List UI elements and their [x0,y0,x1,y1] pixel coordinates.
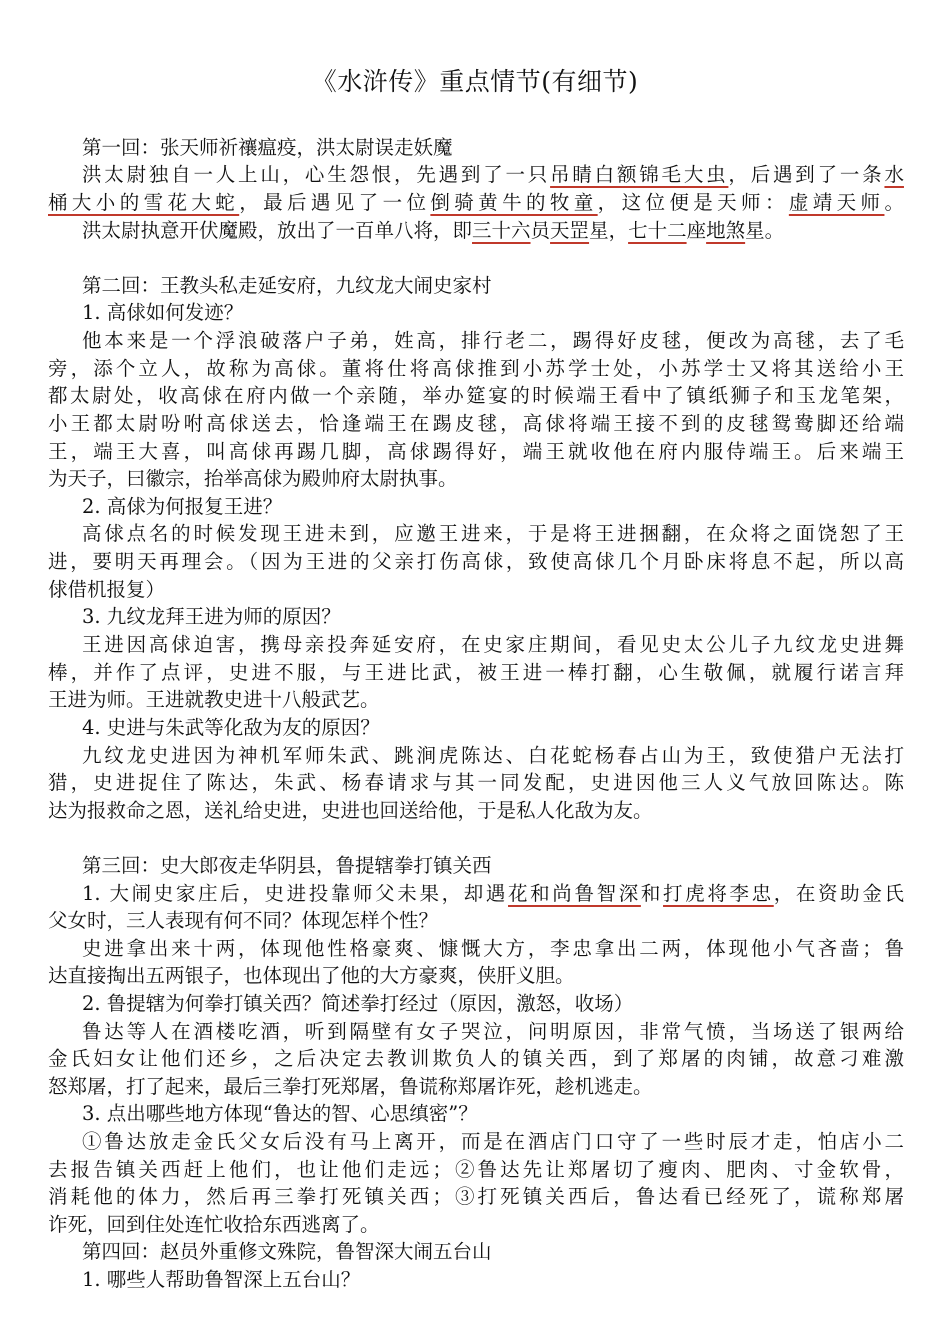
chapter-2-answer-2-line: 俅借机报复） [48,578,166,601]
chapter-3-question-1: 1. 大闹史家庄后，史进投靠师父未果，却遇花和尚鲁智深和打虎将李忠，在资助金氏 [82,882,904,905]
chapter-1-line-1: 洪太尉独自一人上山，心生怨恨，先遇到了一只吊睛白额锦毛大虫，后遇到了一条水 [82,163,904,186]
chapter-3-heading: 第三回：史大郎夜走华阴县，鲁提辖拳打镇关西 [82,854,492,877]
chapter-1-line-2: 桶大小的雪花大蛇，最后遇见了一位倒骑黄牛的牧童，这位便是天师：虚靖天师。 [48,191,904,214]
chapter-1-line-3: 洪太尉执意开伏魔殿，放出了一百单八将，即三十六员天罡星，七十二座地煞星。 [82,219,785,242]
chapter-2-answer-2-line: 高俅点名的时候发现王进未到，应邀王进来，于是将王进捆翻，在众将之面饶恕了王 [82,522,904,545]
chapter-3-answer-2-line: 鲁达等人在酒楼吃酒，听到隔壁有女子哭泣，问明原因，非常气愤，当场送了银两给 [82,1020,904,1043]
chapter-3-question-2: 2. 鲁提辖为何拳打镇关西？简述拳打经过（原因，激怒，收场） [82,992,634,1015]
chapter-2-answer-1-line: 他本来是一个浮浪破落户子弟，姓高，排行老二，踢得好皮毬，便改为高毬，去了毛 [82,329,904,352]
chapter-2-answer-1-line: 都太尉处，收高俅在府内做一个亲随，举办筵宴的时候端王看中了镇纸狮子和玉龙笔架， [48,384,904,407]
chapter-3-answer-3-line: ①鲁达放走金氏父女后没有马上离开，而是在酒店门口守了一些时辰才走，怕店小二 [82,1130,904,1153]
chapter-3-question-1-cont: 父女时，三人表现有何不同？体现怎样个性？ [48,909,439,932]
chapter-2-question-2: 2. 高俅为何报复王进？ [82,495,283,518]
highlight-snake-start: 水 [884,163,904,186]
chapter-2-answer-3-line: 棒，并作了点评，史进不服，与王进比武，被王进一棒打翻，心生敬佩，就履行诺言拜 [48,661,904,684]
chapter-2-question-1: 1. 高俅如何发迹？ [82,301,244,324]
chapter-2-answer-4-line: 猎，史进捉住了陈达，朱武、杨春请求与其一同发配，史进因他三人义气放回陈达。陈 [48,771,904,794]
chapter-3-question-3: 3. 点出哪些地方体现“鲁达的智、心思缜密”？ [82,1102,478,1125]
chapter-3-answer-1-line: 达直接掏出五两银子，也体现出了他的大方豪爽，侠肝义胆。 [48,964,575,987]
chapter-2-answer-1-line: 为天子，曰徽宗，抬举高俅为殿帅府太尉执事。 [48,467,458,490]
chapter-2-answer-1-line: 王，端王大喜，叫高俅再踢几脚，高俅踢得好，端王就收他在府内服侍端王。后来端王 [48,440,904,463]
chapter-2-answer-3-line: 王进因高俅迫害，携母亲投奔延安府，在史家庄期间，看见史太公儿子九纹龙史进舞 [82,633,904,656]
document-title: 《水浒传》重点情节(有细节) [311,67,639,96]
chapter-2-question-3: 3. 九纹龙拜王进为师的原因？ [82,605,341,628]
chapter-2-heading: 第二回：王教头私走延安府，九纹龙大闹史家村 [82,274,492,297]
chapter-2-answer-4-line: 九纹龙史进因为神机军师朱武、跳涧虎陈达、白花蛇杨春占山为王，致使猎户无法打 [82,744,904,767]
chapter-3-answer-3-line: 消耗他的体力，然后再三拳打死镇关西；③打死镇关西后，鲁达看已经死了，谎称郑屠 [48,1185,904,1208]
highlight-shepherd: 倒骑黄牛的牧童 [430,191,598,214]
chapter-3-answer-2-line: 金氏妇女让他们还乡，之后决定去教训欺负人的镇关西，到了郑屠的肉铺，故意刁难激 [48,1047,904,1070]
highlight-lu-zhishen: 花和尚鲁智深 [508,882,641,905]
chapter-2-answer-1-line: 小王都太尉吩咐高俅送去，恰逢端王在踢皮毬，高俅将端王接不到的皮毬鸳鸯脚还给端 [48,412,904,435]
chapter-3-answer-3-line: 诈死，回到住处连忙收拾东西逃离了。 [48,1213,380,1236]
highlight-72: 七十二 [628,219,687,242]
chapter-3-answer-2-line: 怒郑屠，打了起来，最后三拳打死郑屠，鲁谎称郑屠诈死，趁机逃走。 [48,1075,653,1098]
chapter-2-answer-2-line: 进，要明天再理会。（因为王进的父亲打伤高俅，致使高俅几个月卧床将息不起，所以高 [48,550,904,573]
chapter-1-heading: 第一回：张天师祈禳瘟疫，洪太尉误走妖魔 [82,136,453,159]
highlight-tianshi: 虚靖天师 [788,191,885,214]
chapter-4-heading: 第四回：赵员外重修文殊院，鲁智深大闹五台山 [82,1240,492,1263]
chapter-3-answer-1-line: 史进拿出来十两，体现他性格豪爽、慷慨大方，李忠拿出二两，体现他小气吝啬；鲁 [82,937,904,960]
chapter-2-answer-4-line: 达为报救命之恩，送礼给史进，史进也回送给他，于是私人化敌为友。 [48,799,653,822]
highlight-tiger: 吊睛白额锦毛大虫 [550,163,729,186]
chapter-4-question-1: 1. 哪些人帮助鲁智深上五台山？ [82,1268,361,1291]
highlight-tiangang: 天罡 [550,219,590,242]
chapter-3-answer-3-line: 去报告镇关西赶上他们，也让他们走远；②鲁达先让郑屠切了瘦肉、肥肉、寸金软骨， [48,1158,904,1181]
chapter-2-answer-1-line: 旁，添个立人，故称为高俅。董将仕将高俅推到小苏学士处，小苏学士又将其送给小王 [48,357,904,380]
highlight-disha: 地煞 [706,219,746,242]
chapter-2-answer-3-line: 王进为师。王进就教史进十八般武艺。 [48,688,380,711]
chapter-2-question-4: 4. 史进与朱武等化敌为友的原因？ [82,716,380,739]
highlight-36: 三十六 [472,219,531,242]
highlight-snake: 桶大小的雪花大蛇 [48,191,240,214]
highlight-li-zhong: 打虎将李忠 [663,882,774,905]
